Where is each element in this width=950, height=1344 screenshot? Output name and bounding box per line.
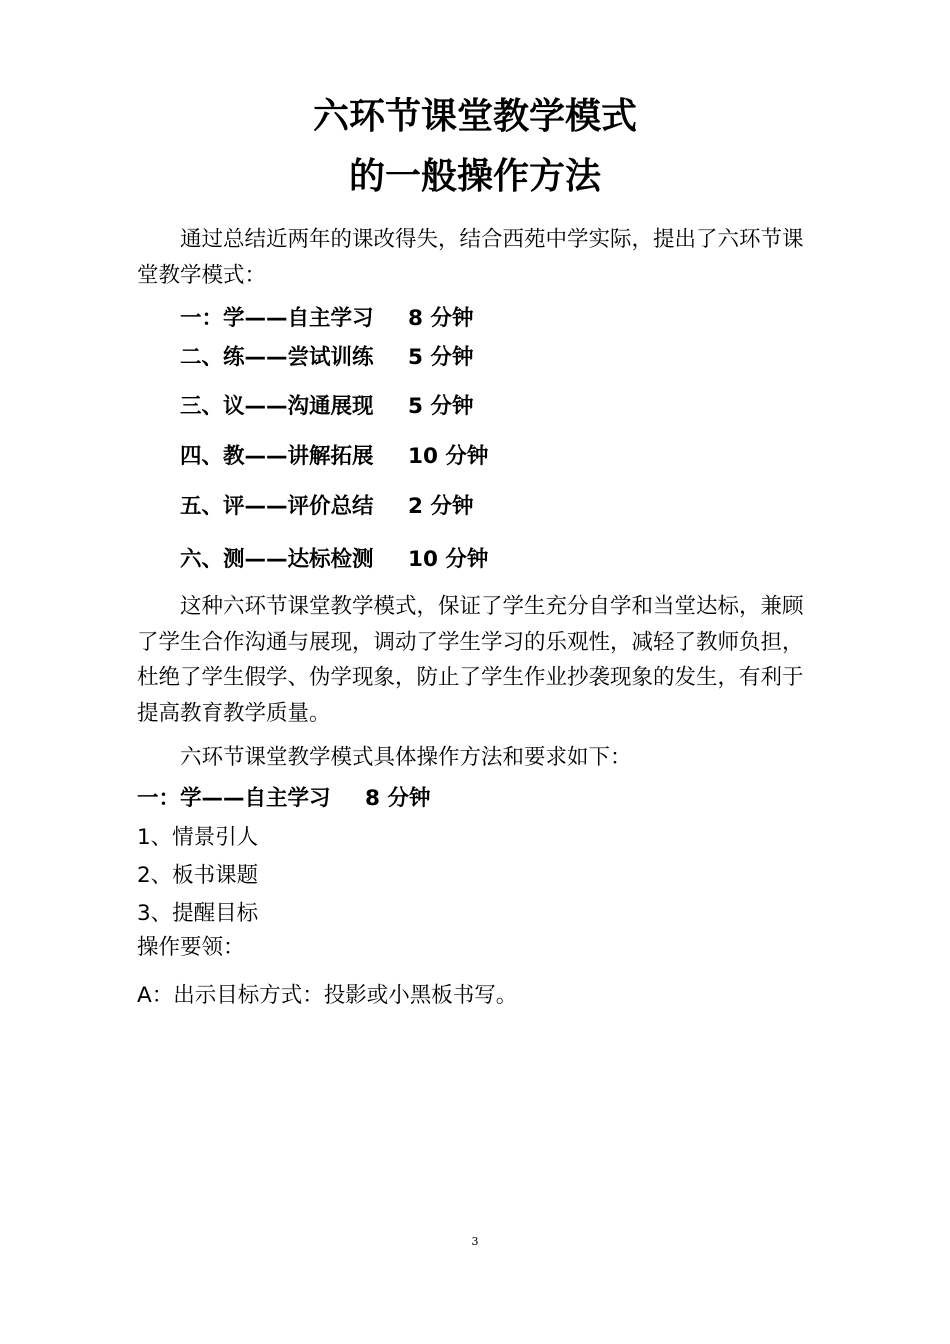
key-point-a: A：出示目标方式：投影或小黑板书写。 [137, 983, 518, 1008]
schedule-item [180, 393, 473, 421]
schedule-step: 一：学——自主学习 [180, 306, 374, 331]
section-duration: 8 分钟 [365, 786, 431, 811]
intro-text: 通过总结近两年的课改得失，结合西苑中学实际，提出了六环节课堂教学模式： [137, 227, 804, 288]
intro-paragraph [137, 222, 817, 293]
schedule-step: 二、练——尝试训练 [180, 345, 374, 370]
summary-text: 这种六环节课堂教学模式，保证了学生充分自学和当堂达标，兼顾了学生合作沟通与展现，调动了学生学习的乐观性，减轻了教师负担，杜绝了学生假学、伪学现象，防止了学生作业抄袭现象的发生，有利于提高教育教学质量。 [137, 594, 804, 726]
schedule-step: 五、评——评价总结 [180, 494, 374, 519]
schedule-duration: 2 分钟 [408, 494, 474, 519]
schedule-step: 三、议——沟通展现 [180, 394, 374, 419]
schedule-item [180, 305, 473, 333]
section-step: 一：学——自主学习 [137, 786, 331, 811]
schedule-item [180, 493, 473, 521]
schedule-duration: 10 分钟 [408, 547, 489, 572]
schedule-step: 六、测——达标检测 [180, 547, 374, 572]
schedule-duration: 5 分钟 [408, 394, 474, 419]
document-title-line-2: 的一般操作方法 [348, 156, 601, 197]
list-item: 2、板书课题 [137, 863, 259, 888]
list-item: 1、情景引人 [137, 825, 259, 850]
detail-intro-text: 六环节课堂教学模式具体操作方法和要求如下： [180, 745, 632, 770]
schedule-item [180, 344, 473, 372]
section-heading [137, 785, 430, 813]
key-points-label: 操作要领： [137, 935, 245, 960]
schedule-item [180, 546, 488, 574]
schedule-duration: 5 分钟 [408, 345, 474, 370]
schedule-item [180, 443, 488, 471]
list-item: 3、提醒目标 [137, 901, 259, 926]
schedule-step: 四、教——讲解拓展 [180, 444, 374, 469]
schedule-duration: 8 分钟 [408, 306, 474, 331]
document-title-line-1: 六环节课堂教学模式 [312, 96, 637, 137]
page-number: 3 [471, 1235, 479, 1248]
summary-paragraph [137, 589, 817, 731]
detail-intro-paragraph [137, 740, 817, 776]
schedule-duration: 10 分钟 [408, 444, 489, 469]
